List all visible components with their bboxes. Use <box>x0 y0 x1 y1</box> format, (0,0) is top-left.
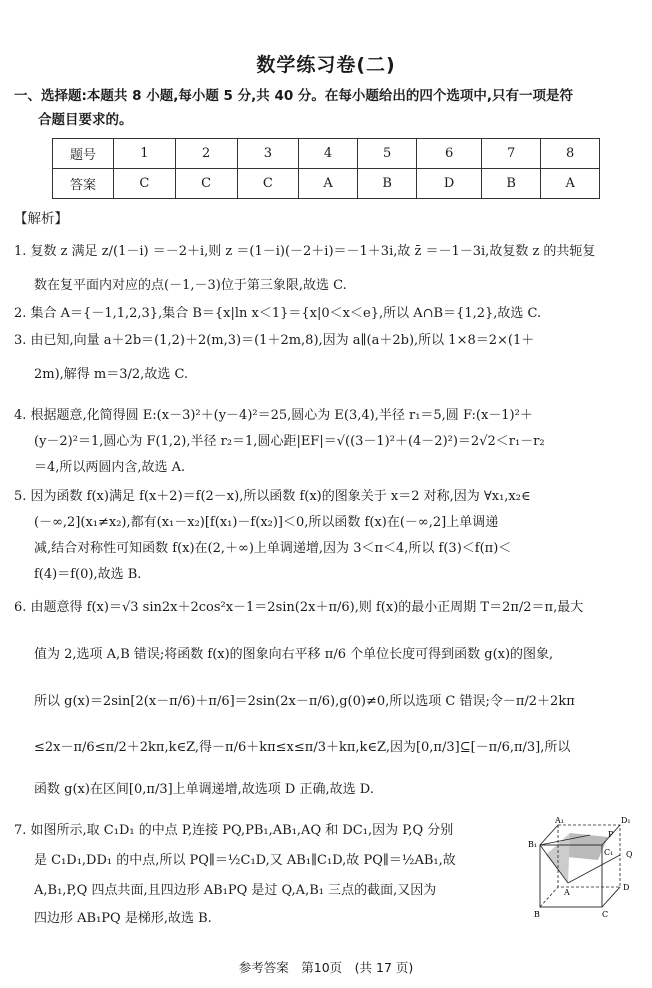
question-number: 2 <box>175 139 237 169</box>
label-B: B <box>534 910 540 919</box>
solution-line: 函数 g(x)在区间[0,π/3]上单调递增,故选项 D 正确,故选 D. <box>34 782 374 797</box>
question-number: 6 <box>417 139 481 169</box>
question-number: 5 <box>357 139 417 169</box>
solution-line: 2m),解得 m＝3/2,故选 C. <box>34 367 189 382</box>
answer-cell: B <box>481 169 541 199</box>
answer-cell: D <box>417 169 481 199</box>
page-footer: 参考答案 第10页 (共 17 页) <box>238 960 414 975</box>
solution-line: 四边形 AB₁PQ 是梯形,故选 B. <box>34 911 212 926</box>
question-number: 3 <box>237 139 299 169</box>
solution-line: (－∞,2](x₁≠x₂),都有(x₁－x₂)[f(x₁)－f(x₂)]＜0,所以函数 f(x)在(－∞,2]上单调递 <box>34 515 499 530</box>
solution-line: 数在复平面内对应的点(－1,－3)位于第三象限,故选 C. <box>34 278 347 293</box>
solution-line: 值为 2,选项 A,B 错误;将函数 f(x)的图象向右平移 π/6 个单位长度可得到函数 g(x)的图象, <box>34 647 554 662</box>
question-number: 8 <box>541 139 600 169</box>
solution-line: 4. 根据题意,化简得圆 E:(x－3)²＋(y－4)²＝25,圆心为 E(3,4),半径 r₁＝5,圆 F:(x－1)²＋ <box>14 408 533 423</box>
page-title: 数学练习卷(二) <box>256 54 396 76</box>
label-A: A <box>564 888 570 897</box>
solution-line: 2. 集合 A＝{－1,1,2,3},集合 B＝{x|ln x＜1}＝{x|0＜x＜e},所以 A∩B＝{1,2},故选 C. <box>14 306 542 321</box>
solution-line: A,B₁,P,Q 四点共面,且四边形 AB₁PQ 是过 Q,A,B₁ 三点的截面,又因为 <box>34 883 437 898</box>
label-Q: Q <box>626 850 633 859</box>
answer-cell: C <box>114 169 176 199</box>
question-number: 4 <box>299 139 358 169</box>
label-C: C <box>602 910 609 919</box>
solution-line: 1. 复数 z 满足 z/(1－i) ＝－2＋i,则 z ＝(1－i)(－2＋i)＝－1＋3i,故 z̄ ＝－1－3i,故复数 z 的共轭复 <box>14 244 596 259</box>
answer-cell: C <box>175 169 237 199</box>
cube-figure <box>528 815 643 925</box>
cube-edge <box>602 887 620 907</box>
label-D1: D₁ <box>621 816 631 825</box>
analysis-header: 【解析】 <box>14 211 68 227</box>
solution-line: (y－2)²＝1,圆心为 F(1,2),半径 r₂＝1,圆心距|EF|＝√((3－1)²＋(4－2)²)＝2√2＜r₁－r₂ <box>34 434 545 449</box>
cube-edge <box>540 887 558 907</box>
section-heading-line-2: 合题目要求的。 <box>38 112 133 128</box>
solution-line: 5. 因为函数 f(x)满足 f(x＋2)＝f(2－x),所以函数 f(x)的图象关于 x＝2 对称,因为 ∀x₁,x₂∈ <box>14 489 531 504</box>
solution-line: 7. 如图所示,取 C₁D₁ 的中点 P,连接 PQ,PB₁,AB₁,AQ 和 DC₁,因为 P,Q 分别 <box>14 823 454 838</box>
answer-table-header-number: 题号 <box>53 139 114 169</box>
answer-table <box>52 138 600 199</box>
solution-line: 减,结合对称性可知函数 f(x)在(2,＋∞)上单调递增,因为 3＜π＜4,所以 f(3)＜f(π)＜ <box>34 541 512 556</box>
answer-table-answer-row <box>53 169 600 199</box>
answer-cell: A <box>299 169 358 199</box>
solution-line: ≤2x－π/6≤π/2＋2kπ,k∈Z,得－π/6＋kπ≤x≤π/3＋kπ,k∈Z,因为[0,π/3]⊆[－π/6,π/3],所以 <box>34 740 571 755</box>
answer-cell: B <box>357 169 417 199</box>
label-B1: B₁ <box>528 840 538 849</box>
solution-line: f(4)＝f(0),故选 B. <box>34 567 142 582</box>
question-number: 7 <box>481 139 541 169</box>
solution-line: ＝4,所以两圆内含,故选 A. <box>34 460 186 475</box>
question-number: 1 <box>114 139 176 169</box>
solution-line: 6. 由题意得 f(x)＝√3 sin2x＋2cos²x－1＝2sin(2x＋π/6),则 f(x)的最小正周期 T＝2π/2＝π,最大 <box>14 600 584 615</box>
solution-line: 所以 g(x)＝2sin[2(x－π/6)＋π/6]＝2sin(2x－π/6),g(0)≠0,所以选项 C 错误;令－π/2＋2kπ <box>34 694 575 709</box>
section-heading-line-1: 一、选择题:本题共 8 小题,每小题 5 分,共 40 分。在每小题给出的四个选项中,只有一项是符 <box>14 88 574 104</box>
label-P: P <box>608 830 614 839</box>
answer-table-number-row <box>53 139 600 169</box>
answer-cell: A <box>541 169 600 199</box>
label-A1: A₁ <box>555 816 564 825</box>
solution-line: 是 C₁D₁,DD₁ 的中点,所以 PQ∥＝½C₁D,又 AB₁∥C₁D,故 PQ∥＝½AB₁,故 <box>34 853 456 868</box>
answer-cell: C <box>237 169 299 199</box>
solution-line: 3. 由已知,向量 a＋2b＝(1,2)＋2(m,3)＝(1＋2m,8),因为 a∥(a＋2b),所以 1×8＝2×(1＋ <box>14 333 535 348</box>
label-D: D <box>623 883 630 892</box>
label-C1: C₁ <box>604 848 614 857</box>
answer-table-header-answer: 答案 <box>53 169 114 199</box>
section-heading <box>14 84 642 132</box>
